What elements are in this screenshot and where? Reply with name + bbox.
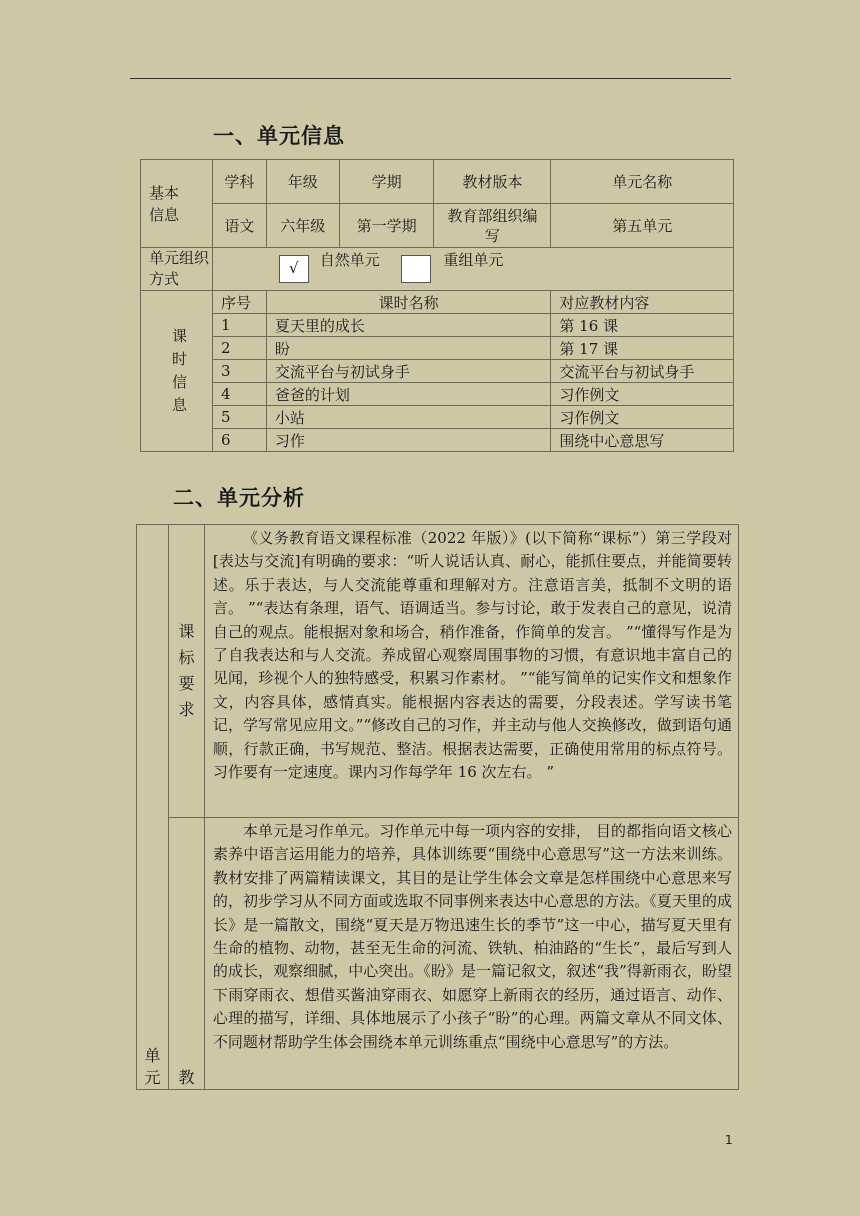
lesson-no: 3 bbox=[212, 360, 266, 383]
lessons-label: 课时信息 bbox=[141, 291, 213, 452]
regrouped-unit-label: 重组单元 bbox=[443, 251, 504, 269]
table-row bbox=[141, 383, 734, 406]
table-row bbox=[141, 406, 734, 429]
value-grade: 六年级 bbox=[266, 204, 339, 248]
natural-unit-label: 自然单元 bbox=[319, 251, 380, 269]
org-label: 单元组织方式 bbox=[141, 248, 213, 291]
lesson-content: 围绕中心意思写 bbox=[551, 429, 734, 452]
value-edition-cell bbox=[434, 204, 551, 248]
lesson-content: 第 16 课 bbox=[551, 314, 734, 337]
lessons-header-content: 对应教材内容 bbox=[551, 291, 734, 314]
basic-info-label: 基本信息 bbox=[141, 160, 213, 248]
lesson-content: 第 17 课 bbox=[551, 337, 734, 360]
lesson-name: 小站 bbox=[266, 406, 551, 429]
lesson-no: 5 bbox=[212, 406, 266, 429]
section-title-unit-analysis: 二、单元分析 bbox=[173, 486, 305, 510]
natural-unit-checkbox[interactable] bbox=[279, 255, 309, 283]
lesson-no: 6 bbox=[212, 429, 266, 452]
table-row bbox=[141, 314, 734, 337]
standard-text-cell bbox=[204, 525, 738, 818]
value-subject: 语文 bbox=[212, 204, 266, 248]
lesson-content: 习作例文 bbox=[551, 383, 734, 406]
textbook-label: 教 bbox=[178, 1068, 195, 1087]
lessons-header-name: 课时名称 bbox=[266, 291, 551, 314]
analysis-outer-label-cell bbox=[137, 525, 169, 1090]
header-unit-name: 单元名称 bbox=[551, 160, 734, 204]
lesson-name: 习作 bbox=[266, 429, 551, 452]
lesson-no: 4 bbox=[212, 383, 266, 406]
textbook-text-cell bbox=[204, 818, 738, 1090]
lesson-name: 交流平台与初试身手 bbox=[266, 360, 551, 383]
lesson-no: 2 bbox=[212, 337, 266, 360]
lesson-name: 盼 bbox=[266, 337, 551, 360]
table-row bbox=[141, 337, 734, 360]
lesson-name: 夏天里的成长 bbox=[266, 314, 551, 337]
lesson-no: 1 bbox=[212, 314, 266, 337]
lesson-content: 交流平台与初试身手 bbox=[551, 360, 734, 383]
check-icon: √ bbox=[288, 259, 299, 277]
textbook-label-cell bbox=[168, 818, 204, 1090]
value-edition: 教育部组织编写 bbox=[447, 206, 538, 245]
regrouped-unit-checkbox[interactable] bbox=[401, 255, 431, 283]
analysis-outer-label: 单元 bbox=[144, 1046, 161, 1087]
unit-analysis-table bbox=[136, 524, 739, 1090]
lesson-content: 习作例文 bbox=[551, 406, 734, 429]
org-options bbox=[212, 248, 733, 291]
standard-label-cell bbox=[168, 525, 204, 818]
header-edition: 教材版本 bbox=[434, 160, 551, 204]
value-unit-name: 第五单元 bbox=[551, 204, 734, 248]
unit-info-table bbox=[140, 159, 734, 452]
textbook-text: 本单元是习作单元。习作单元中每一项内容的安排， 目的都指向语文核心素养中语言运用能力的培养，具体训练要“围绕中心意思写”这一方法来训练。教材安排了两篇精读课文，其目的是让学生体会文章是怎样围绕中心意思来写的，初步学习从不同方面或选取不同事例来表达中心意思的方法。《夏天里的成长》是一篇散文，围绕“夏天是万物迅速生长的季节”这一中心，描写夏天里有生命的植物、动物，甚至无生命的河流、铁轨、柏油路的“生长”，最后写到人的成长，观察细腻，中心突出。《盼》是一篇记叙文，叙述“我”得新雨衣，盼望下雨穿雨衣、想借买酱油穿雨衣、如愿穿上新雨衣的经历，通过语言、动作、心理的描写，详细、具体地展示了小孩子“盼”的心理。两篇文章从不同文体、不同题材帮助学生体会围绕本单元训练重点“围绕中心意思写”的方法。 bbox=[212, 822, 732, 1051]
table-row bbox=[141, 360, 734, 383]
section-title-unit-info: 一、单元信息 bbox=[213, 124, 345, 148]
standard-text: 《义务教育语文课程标准（2022 年版）》(以下简称“课标”）第三学段对[表达与交流]有明确的要求：“听人说话认真、耐心，能抓住要点，并能简要转述。乐于表达，与人交流能尊重和理解对方。注意语言美，抵制不文明的语言。 ”“表达有条理，语气、语调适当。参与讨论，敢于发表自己的意见，说清自己的观点。能根据对象和场合，稍作准备，作简单的发言。 ”“懂得写作是为了自我表达和与人交流。养成留心观察周围事物的习惯，有意识地丰富自己的见闻，珍视个人的独特感受，积累习作素材。 ”“能写简单的记实作文和想象作文，内容具体，感情真实。能根据内容表达的需要，分段表述。学写读书笔记，学写常见应用文。”“修改自己的习作，并主动与他人交换修改，做到语句通顺，行款正确，书写规范、整洁。根据表达需要，正确使用常用的标点符号。习作要有一定速度。课内习作每学年 16 次左右。 ” bbox=[212, 529, 732, 782]
lessons-header-no: 序号 bbox=[212, 291, 266, 314]
lesson-name: 爸爸的计划 bbox=[266, 383, 551, 406]
header-term: 学期 bbox=[339, 160, 434, 204]
page-number: 1 bbox=[725, 1133, 733, 1147]
header-rule bbox=[130, 78, 731, 79]
value-term: 第一学期 bbox=[339, 204, 434, 248]
table-row bbox=[141, 429, 734, 452]
header-subject: 学科 bbox=[212, 160, 266, 204]
standard-label: 课标要求 bbox=[178, 622, 195, 719]
header-grade: 年级 bbox=[266, 160, 339, 204]
